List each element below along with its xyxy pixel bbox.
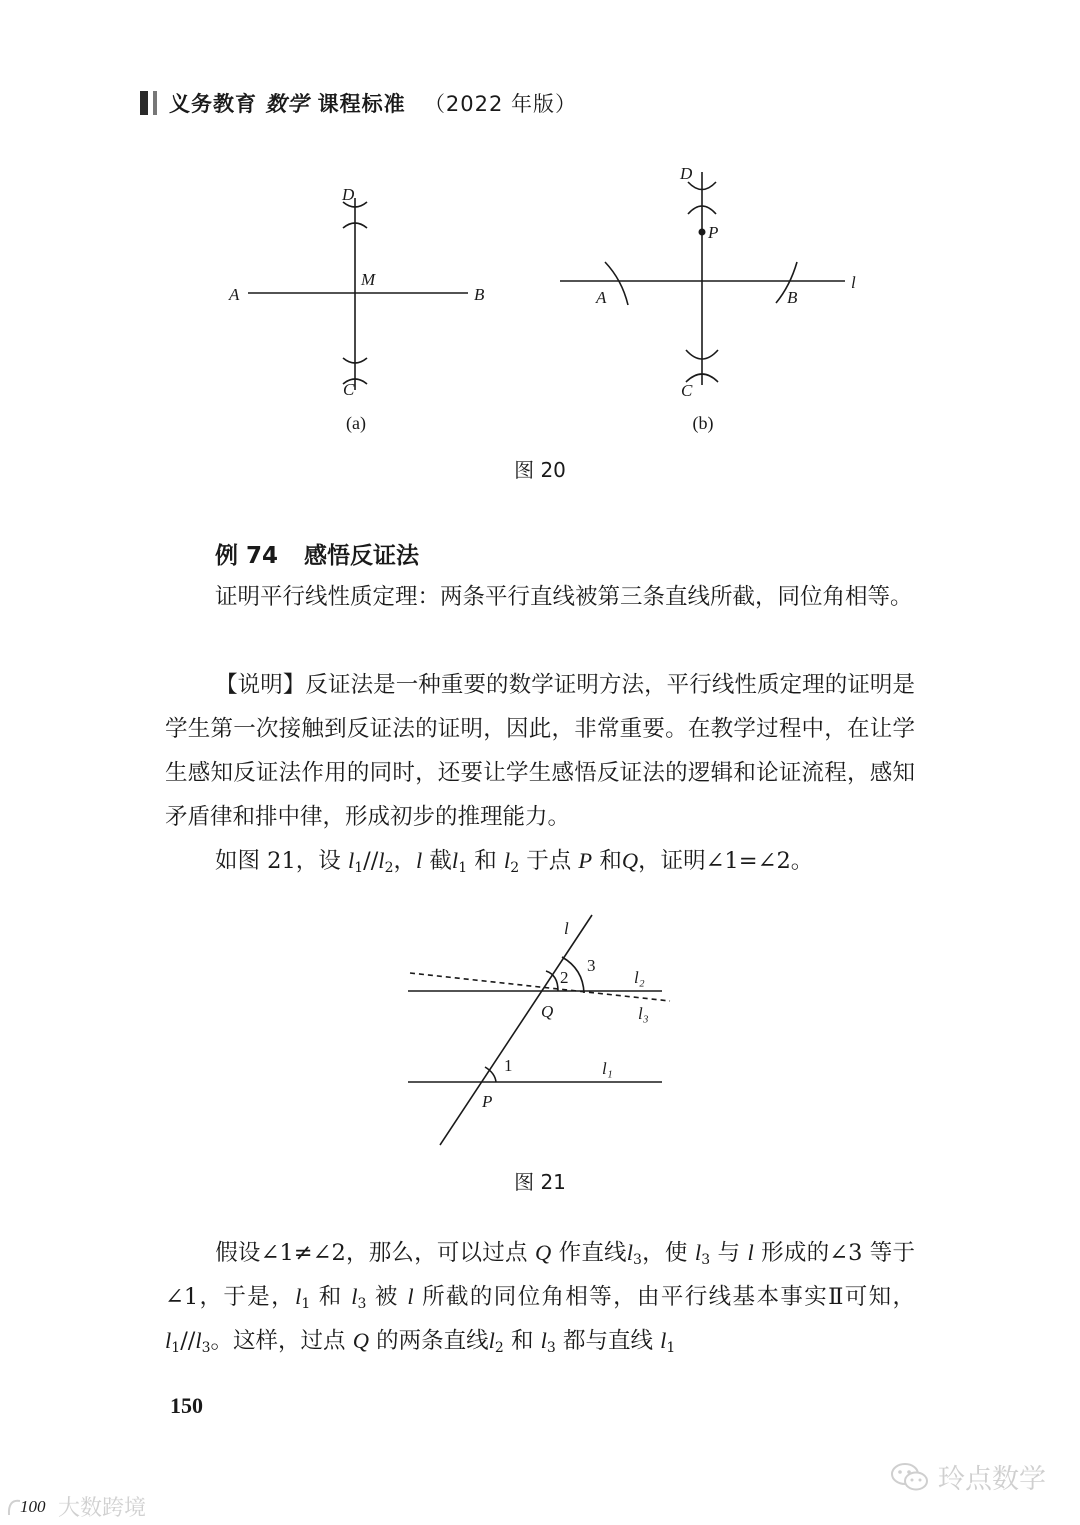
math-var: l [694,1240,702,1265]
label-line-l: l [851,273,856,292]
math-var: l [503,848,511,873]
label-point-m: M [361,270,376,289]
figure-20-caption: 图 20 [514,458,566,482]
math-sub: 1 [171,1340,181,1356]
label-line-l1: l₁ [602,1059,613,1078]
setup-text: 和 [467,848,504,874]
paragraph-note [165,663,915,839]
assume-text: ，使 [641,1240,695,1266]
transversal-l [440,915,592,1145]
label-line-l3: l₃ [638,1004,649,1023]
math-sub: 1 [458,860,468,876]
math-var: l [626,1240,634,1265]
header-title-part: 义务教育 [169,92,257,116]
label-angle-3: 3 [587,956,596,975]
math-var: l [295,1284,302,1309]
paragraph-setup [165,839,915,883]
label-point-d: D [680,164,693,183]
header-edition: （2022 年版） [423,92,578,116]
assume-text: 所截的同位角相等，由平行线基本事实Ⅱ可知， [413,1284,916,1310]
assume-text: 和 [310,1284,352,1310]
label-point-a: A [229,285,240,304]
setup-text: 如图 21，设 [215,848,348,874]
assume-text: 的两条直线 [368,1328,489,1354]
math-var: P [578,848,593,873]
label-point-b: B [474,285,485,304]
math-var: l [165,1328,172,1353]
setup-text: ， [393,848,416,874]
setup-text: ，证明∠1=∠2。 [638,848,814,874]
math-sub: 2 [494,1340,504,1356]
figure-20a-drawing [248,198,468,390]
note-text: 反证法是一种重要的数学证明方法，平行线性质定理的证明是学生第一次接触到反证法的证明，因此，非常重要。在教学过程中，在让学生感知反证法作用的同时，还要让学生感悟反证法的逻辑和论证流程，感知矛盾律和排中律，形成初步的推理能力。 [165,672,915,830]
assume-text: 假设∠1≠∠2，那么，可以过点 [215,1240,536,1266]
label-point-q: Q [541,1002,554,1021]
example-heading [215,537,419,570]
watermark-right [890,1457,1046,1496]
figure-20-diagram [0,150,1080,430]
label-angle-2: 2 [560,968,569,987]
math-var: l [488,1328,495,1353]
math-sub: 1 [666,1340,676,1356]
setup-text: 于点 [519,848,579,874]
paragraph-assumption [165,1231,915,1363]
paragraph-statement [165,575,915,619]
brand-logo-icon [6,1495,52,1519]
label-line-l2: l₂ [634,968,645,987]
header-title-part: 课程标准 [317,92,406,116]
setup-text: 截 [422,848,452,874]
math-sub: 3 [357,1296,367,1312]
point-p-dot [699,229,706,236]
example-number: 例 74 [215,543,279,569]
label-point-a: A [596,288,607,307]
running-header [140,86,577,120]
label-point-p: P [708,223,719,242]
figure-20b-drawing [560,172,845,385]
math-sub: 2 [510,860,520,876]
figure-20b-caption: (b) [692,413,714,433]
label-point-p: P [482,1092,493,1111]
math-var: l [347,848,355,873]
label-point-b: B [787,288,798,307]
label-point-c: C [343,380,355,399]
math-var: l [378,848,385,873]
label-point-d: D [342,185,355,204]
watermark-left-text: 大数跨境 [58,1496,147,1521]
label-line-l: l [564,919,569,938]
math-var: l [747,1240,754,1265]
math-var: l [351,1284,358,1309]
figure-21-diagram [380,895,700,1165]
page-number: 150 [170,1393,203,1418]
note-label: 【说明】 [215,672,306,698]
math-var: l [540,1328,547,1353]
math-var: l [451,848,459,873]
math-var: l [416,848,423,873]
assume-text: 都与直线 [555,1328,661,1354]
math-var: l [660,1328,667,1353]
watermark-right-text: 玲点数学 [938,1464,1046,1495]
label-angle-1: 1 [504,1056,513,1075]
math-sub: 2 [384,860,394,876]
arc-at-a [605,262,628,305]
math-var: Q [621,848,639,873]
assume-text: 。这样，过点 [210,1328,353,1354]
math-sub: 1 [354,860,364,876]
setup-text: 和 [592,848,622,874]
math-var: l [195,1328,202,1353]
header-bars-decoration [140,91,157,115]
figure-20a-caption: (a) [346,413,366,433]
math-var: Q [352,1328,369,1353]
math-sub: 3 [546,1340,556,1356]
statement-text: 证明平行线性质定理：两条平行直线被第三条直线所截，同位角相等。 [215,584,913,610]
assume-text: 作直线 [551,1240,627,1266]
line-l3-dashed [410,973,670,1001]
math-sub: 3 [201,1340,211,1356]
assume-text: 被 [366,1284,408,1310]
label-point-c: C [681,381,693,400]
assume-text: 与 [710,1240,748,1266]
math-sub: 3 [633,1252,642,1268]
watermark-left [6,1491,146,1522]
example-title: 感悟反证法 [304,543,420,569]
assume-text: 和 [503,1328,541,1354]
figure-21-caption: 图 21 [514,1170,566,1194]
header-title-subject: 数学 [265,92,310,116]
assume-text: 形成的∠3 等于∠1，于是， [165,1240,916,1310]
math-var: Q [535,1240,552,1265]
parallel-symbol: // [363,848,379,874]
math-sub: 3 [701,1252,711,1268]
wechat-icon [890,1461,930,1493]
math-sub: 1 [301,1296,311,1312]
parallel-symbol: // [180,1328,196,1354]
brand-logo-text: 100 [20,1496,46,1516]
header-title [169,88,577,118]
math-var: l [407,1284,414,1309]
